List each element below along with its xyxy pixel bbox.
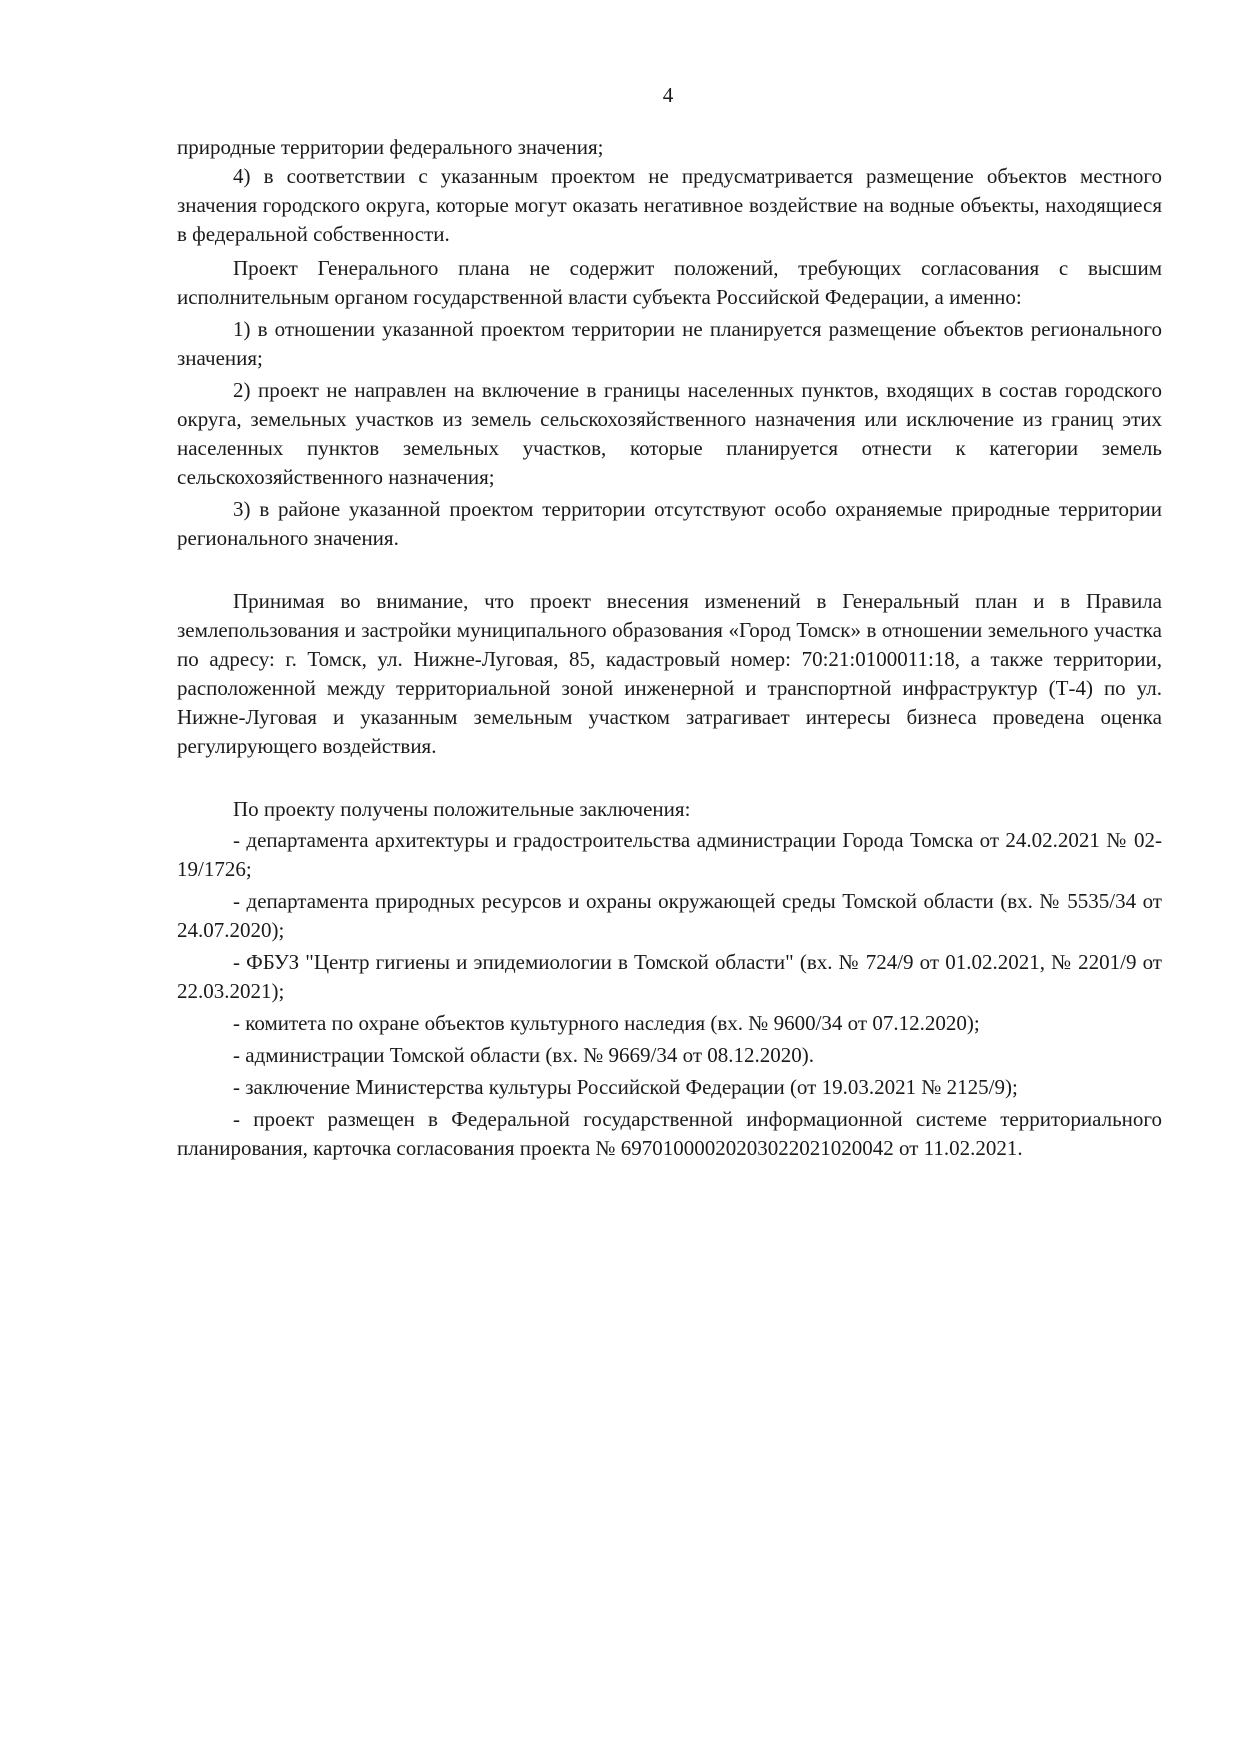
paragraph-regulatory-assessment: Принимая во внимание, что проект внесения изменений в Генеральный план и в Правила землепользования и застройки муниципального образования «Город Томск» в отношении земельного участка по адресу: г. Томск, ул. Нижне-Луговая, 85, кадастровый номер: 70:21:0100011:18, а также территории, расположенной между территориальной зоной инженерной и транспортной инфраструктур (Т-4) по ул. Нижне-Луговая и указанным земельным участком затрагивает интересы бизнеса проведена оценка регулирующего воздействия. [177, 589, 1162, 758]
paragraph-regional-item-2: 2) проект не направлен на включение в границы населенных пунктов, входящих в состав городского округа, земельных участков из земель сельскохозяйственного назначения или исключение из границ этих населенных пунктов земельных участков, которые планируется отнести к категории земель сельскохозяйственного назначения; [177, 378, 1162, 489]
conclusion-item: - департамента природных ресурсов и охраны окружающей среды Томской области (вх. № 5535/34 от 24.07.2020); [177, 889, 1162, 942]
paragraph-federal-territories: природные территории федерального значения; [177, 135, 604, 159]
paragraph-regional-item-3: 3) в районе указанной проектом территории отсутствуют особо охраняемые природные территории регионального значения. [177, 497, 1162, 550]
paragraph-federal-item-4: 4) в соответствии с указанным проектом не предусматривается размещение объектов местного значения городского округа, которые могут оказать негативное воздействие на водные объекты, находящиеся в федеральной собственности. [177, 164, 1162, 246]
paragraph-regional-intro: Проект Генерального плана не содержит положений, требующих согласования с высшим исполнительным органом государственной власти субъекта Российской Федерации, а именно: [177, 256, 1162, 309]
conclusion-item: - ФБУЗ "Центр гигиены и эпидемиологии в Томской области" (вх. № 724/9 от 01.02.2021, № 2201/9 от 22.03.2021); [177, 950, 1162, 1003]
conclusion-item: - проект размещен в Федеральной государственной информационной системе территориального планирования, карточка согласования проекта № 69701000020203022021020042 от 11.02.2021. [177, 1107, 1162, 1160]
conclusion-item: - администрации Томской области (вх. № 9669/34 от 08.12.2020). [233, 1043, 814, 1067]
document-body [177, 133, 1162, 1163]
conclusion-item: - заключение Министерства культуры Российской Федерации (от 19.03.2021 № 2125/9); [233, 1075, 1018, 1099]
paragraph-regional-item-1: 1) в отношении указанной проектом территории не планируется размещение объектов регионального значения; [177, 317, 1162, 370]
paragraph-conclusions-intro: По проекту получены положительные заключения: [233, 797, 691, 821]
conclusion-item: - комитета по охране объектов культурного наследия (вх. № 9600/34 от 07.12.2020); [233, 1011, 980, 1035]
conclusion-item: - департамента архитектуры и градостроительства администрации Города Томска от 24.02.2021 № 02-19/1726; [177, 828, 1162, 881]
page-number: 4 [662, 83, 674, 107]
